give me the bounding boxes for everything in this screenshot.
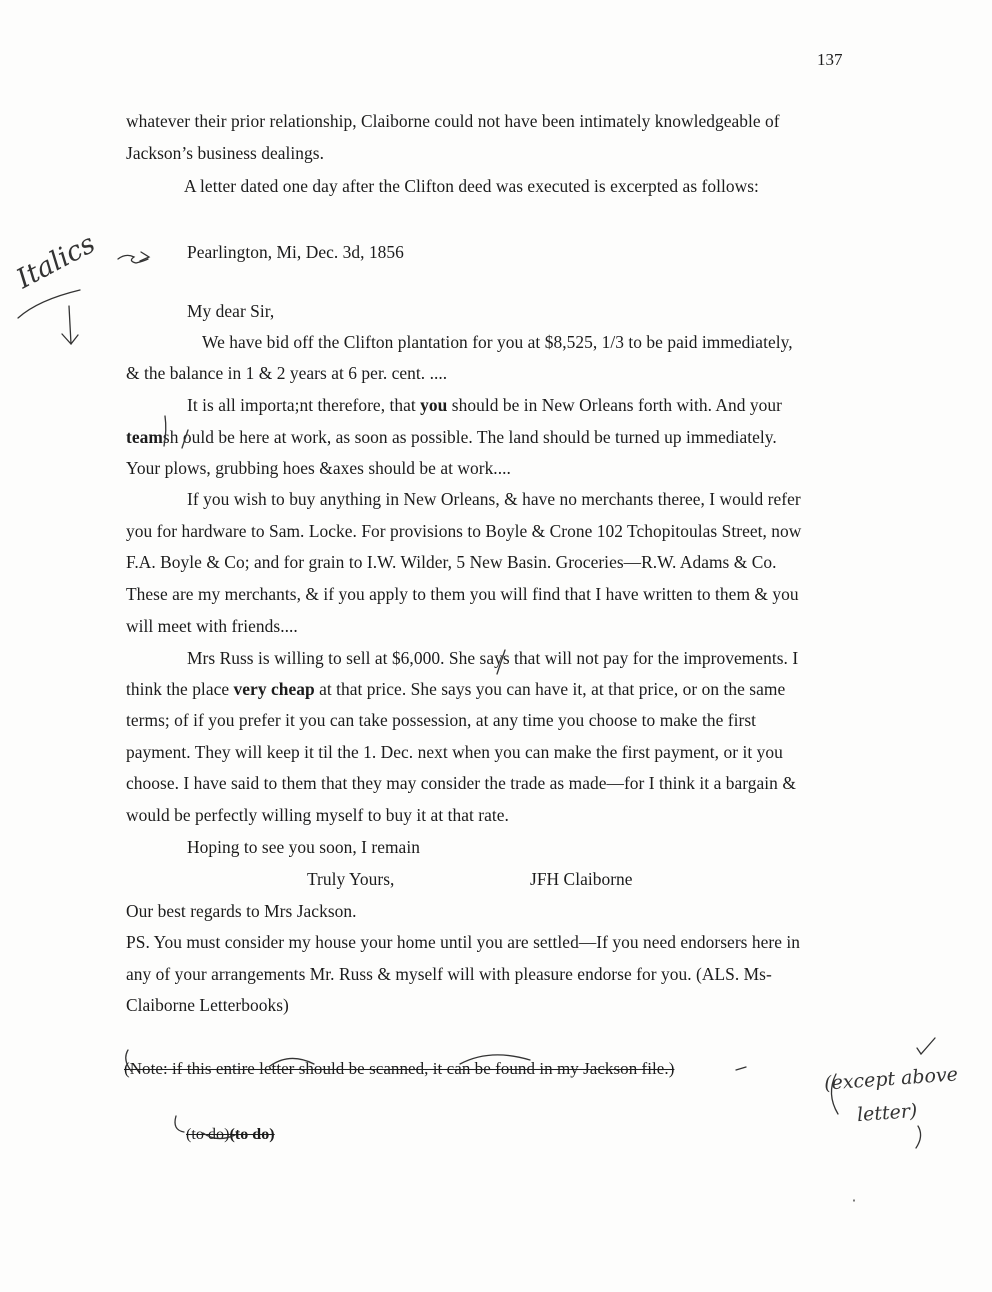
letter-salutation: My dear Sir, xyxy=(187,301,275,321)
text-run: think the place xyxy=(126,679,234,699)
letter-postscript-1: PS. You must consider my house your home until you are settled—If you need endorsers here in xyxy=(126,932,801,952)
letter-line-3 xyxy=(187,394,782,416)
letter-line-16: would be perfectly willing myself to buy it at that rate. xyxy=(126,805,509,825)
letter-line-9: These are my merchants, & if you apply to them you will find that I have written to them & you xyxy=(126,584,799,604)
down-arrow-icon xyxy=(69,306,71,344)
text-run: Mrs Russ is willing to sell at $6,000. Sh xyxy=(187,648,468,668)
todo-text: (to do) xyxy=(186,1126,230,1143)
handwritten-except-note: (except above xyxy=(823,1063,959,1095)
body-line-1: whatever their prior relationship, Claiborne could not have been intimately knowledgeable of xyxy=(126,111,780,131)
letter-line-11 xyxy=(187,647,798,669)
paren-mark xyxy=(916,1126,921,1148)
handwritten-italics-note: Italics xyxy=(11,228,101,295)
struck-note: (Note: if this entire letter should be scanned, it can be found in my Jackson file.) xyxy=(124,1059,675,1078)
bold-text: team xyxy=(126,427,163,447)
struck-text: sh xyxy=(162,427,183,447)
dash-mark xyxy=(736,1067,746,1070)
letter-line-13: terms; of if you prefer it you can take possession, at any time you choose to make the first xyxy=(126,710,757,730)
letter-postscript-2: any of your arrangements Mr. Russ & myself will with pleasure endorse for you. (ALS. Ms- xyxy=(126,964,772,984)
letter-line-2: & the balance in 1 & 2 years at 6 per. cent. .... xyxy=(126,363,448,383)
bold-text: very cheap xyxy=(233,679,315,699)
text-run: ould be here at work, as soon as possible. The land should be turned up immediately. xyxy=(182,427,777,447)
todo-note xyxy=(186,1124,275,1146)
letter-valediction: Truly Yours, xyxy=(307,869,395,889)
letter-line-7: you for hardware to Sam. Locke. For provisions to Boyle & Crone 102 Tchopitoulas Street, now xyxy=(126,521,802,541)
text-run: at that price. She says you can have it, at that price, or on the same xyxy=(314,679,786,699)
letter-line-15: choose. I have said to them that they may consider the trade as made—for I think it a bargain & xyxy=(126,773,796,793)
letter-line-6: If you wish to buy anything in New Orleans, & have no merchants theree, I would refer xyxy=(187,489,801,509)
letter-line-12 xyxy=(126,678,785,700)
todo-bold-text: (to do) xyxy=(229,1126,275,1143)
text-run: says that will not pay for the improvements. I xyxy=(475,648,799,668)
arrowhead-icon xyxy=(140,252,149,261)
letter-line-5: Your plows, grubbing hoes &axes should be at work.... xyxy=(126,458,511,478)
handwritten-letter-note: letter) xyxy=(856,1099,919,1127)
bold-text: you xyxy=(420,395,448,415)
body-line-3: A letter dated one day after the Clifton deed was executed is excerpted as follows: xyxy=(184,176,759,196)
letter-line-4 xyxy=(126,426,777,448)
bracket-mark xyxy=(175,1116,184,1132)
letter-dateline: Pearlington, Mi, Dec. 3d, 1856 xyxy=(187,242,404,262)
letter-postscript-3: Claiborne Letterbooks) xyxy=(126,995,289,1015)
text-run: It is all importa;nt therefore, that xyxy=(187,395,421,415)
body-line-2: Jackson’s business dealings. xyxy=(126,143,324,163)
letter-signature: JFH Claiborne xyxy=(530,869,633,889)
arrowhead-down-icon xyxy=(62,334,78,344)
page-number: 137 xyxy=(817,50,843,69)
letter-line-8: F.A. Boyle & Co; and for grain to I.W. Wilder, 5 New Basin. Groceries—R.W. Adams & Co. xyxy=(126,552,777,572)
letter-postscript-regards: Our best regards to Mrs Jackson. xyxy=(126,901,357,921)
letter-line-14: payment. They will keep it til the 1. Dec. next when you can make the first payment, or it you xyxy=(126,742,783,762)
letter-line-10: will meet with friends.... xyxy=(126,616,298,636)
letter-line-1: We have bid off the Clifton plantation for you at $8,525, 1/3 to be paid immediately, xyxy=(202,332,793,352)
text-run: should be in New Orleans forth with. And your xyxy=(447,395,782,415)
right-arrow-icon xyxy=(118,255,148,263)
struck-text: e xyxy=(467,648,476,668)
checkmark-icon xyxy=(917,1038,935,1054)
letter-closing: Hoping to see you soon, I remain xyxy=(187,837,420,857)
